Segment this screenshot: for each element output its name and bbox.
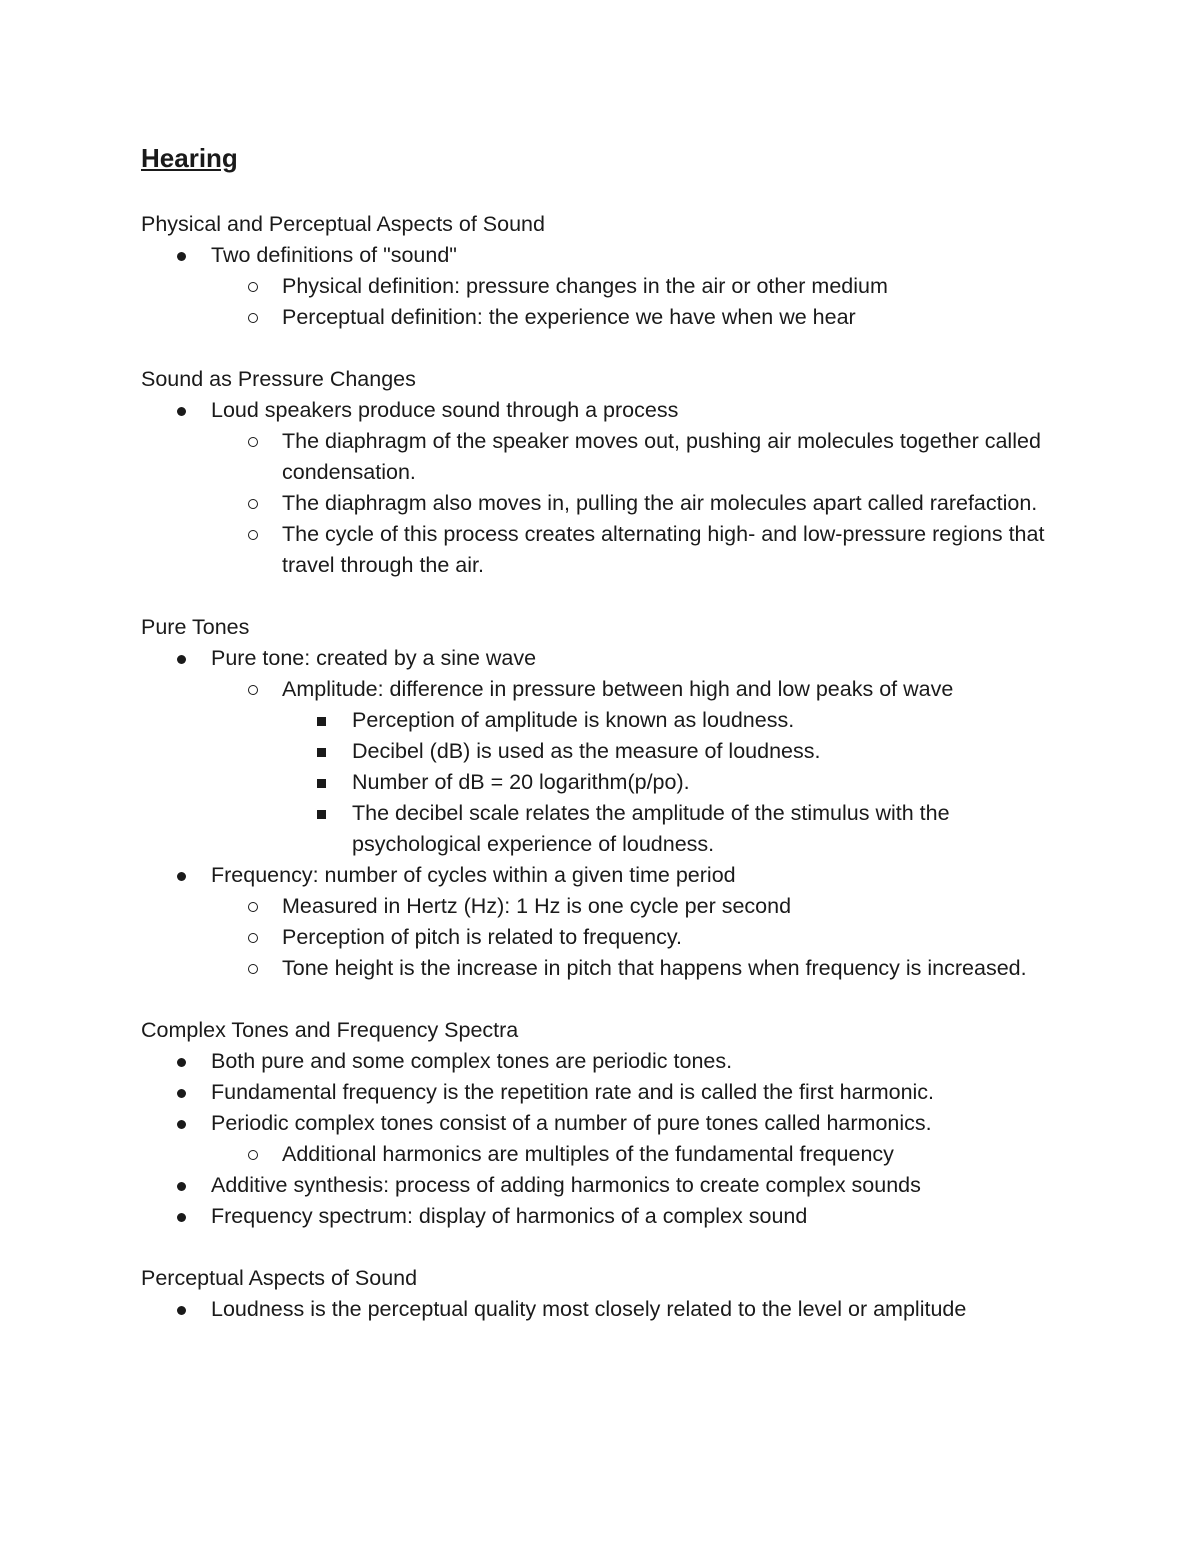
list-item: Frequency: number of cycles within a given time period xyxy=(141,860,1061,891)
list-item: Loud speakers produce sound through a process xyxy=(141,395,1061,426)
list-item: Perceptual definition: the experience we have when we hear xyxy=(141,302,1061,333)
bullet-dot-icon xyxy=(177,1077,186,1108)
bullet-circle-icon xyxy=(248,488,258,519)
bullet-dot-icon xyxy=(177,1294,186,1325)
bullet-dot-icon xyxy=(177,643,186,674)
bullet-circle-icon xyxy=(248,891,258,922)
document-page xyxy=(141,138,1061,1356)
list-item: Additive synthesis: process of adding harmonics to create complex sounds xyxy=(141,1170,1061,1201)
list-item: Frequency spectrum: display of harmonics of a complex sound xyxy=(141,1201,1061,1232)
section-complex-tones xyxy=(141,1015,1061,1232)
bullet-dot-icon xyxy=(177,240,186,271)
bullet-square-icon xyxy=(317,798,326,829)
bullet-dot-icon xyxy=(177,1108,186,1139)
list-item: Measured in Hertz (Hz): 1 Hz is one cycle per second xyxy=(141,891,1061,922)
list-item: The diaphragm also moves in, pulling the air molecules apart called rarefaction. xyxy=(141,488,1061,519)
bullet-circle-icon xyxy=(248,922,258,953)
list-item: Additional harmonics are multiples of the fundamental frequency xyxy=(141,1139,1061,1170)
section-heading: Complex Tones and Frequency Spectra xyxy=(141,1018,519,1042)
bullet-square-icon xyxy=(317,767,326,798)
list-item: Physical definition: pressure changes in the air or other medium xyxy=(141,271,1061,302)
section-heading: Perceptual Aspects of Sound xyxy=(141,1266,418,1290)
list-item: Number of dB = 20 logarithm(p/po). xyxy=(141,767,1061,798)
bullet-circle-icon xyxy=(248,674,258,705)
list-item: Both pure and some complex tones are periodic tones. xyxy=(141,1046,1061,1077)
list-item: Fundamental frequency is the repetition rate and is called the first harmonic. xyxy=(141,1077,1061,1108)
list-item: Two definitions of "sound" xyxy=(141,240,1061,271)
list-item: The diaphragm of the speaker moves out, pushing air molecules together called condensation. xyxy=(141,426,1061,488)
list-item: Amplitude: difference in pressure between high and low peaks of wave xyxy=(141,674,1061,705)
list-item: Perception of pitch is related to frequency. xyxy=(141,922,1061,953)
bullet-dot-icon xyxy=(177,1170,186,1201)
bullet-dot-icon xyxy=(177,860,186,891)
section-heading: Physical and Perceptual Aspects of Sound xyxy=(141,212,545,236)
section-perceptual-aspects xyxy=(141,1263,1061,1325)
section-heading: Sound as Pressure Changes xyxy=(141,367,416,391)
section-pressure-changes xyxy=(141,364,1061,581)
list-item: Pure tone: created by a sine wave xyxy=(141,643,1061,674)
list-item: Loudness is the perceptual quality most closely related to the level or amplitude xyxy=(141,1294,1061,1325)
bullet-circle-icon xyxy=(248,519,258,550)
list-item: The decibel scale relates the amplitude of the stimulus with the psychological experience of loudness. xyxy=(141,798,1061,860)
section-pure-tones xyxy=(141,612,1061,984)
bullet-dot-icon xyxy=(177,395,186,426)
page-title: Hearing xyxy=(141,143,238,173)
section-physical-perceptual xyxy=(141,209,1061,333)
list-item: Perception of amplitude is known as loudness. xyxy=(141,705,1061,736)
bullet-square-icon xyxy=(317,705,326,736)
bullet-circle-icon xyxy=(248,1139,258,1170)
list-item: Periodic complex tones consist of a number of pure tones called harmonics. xyxy=(141,1108,1061,1139)
bullet-circle-icon xyxy=(248,302,258,333)
list-item: The cycle of this process creates alternating high- and low-pressure regions that travel through the air. xyxy=(141,519,1061,581)
list-item: Tone height is the increase in pitch that happens when frequency is increased. xyxy=(141,953,1061,984)
bullet-square-icon xyxy=(317,736,326,767)
section-heading: Pure Tones xyxy=(141,615,250,639)
bullet-dot-icon xyxy=(177,1201,186,1232)
bullet-circle-icon xyxy=(248,271,258,302)
bullet-circle-icon xyxy=(248,426,258,457)
list-item: Decibel (dB) is used as the measure of loudness. xyxy=(141,736,1061,767)
bullet-circle-icon xyxy=(248,953,258,984)
bullet-dot-icon xyxy=(177,1046,186,1077)
